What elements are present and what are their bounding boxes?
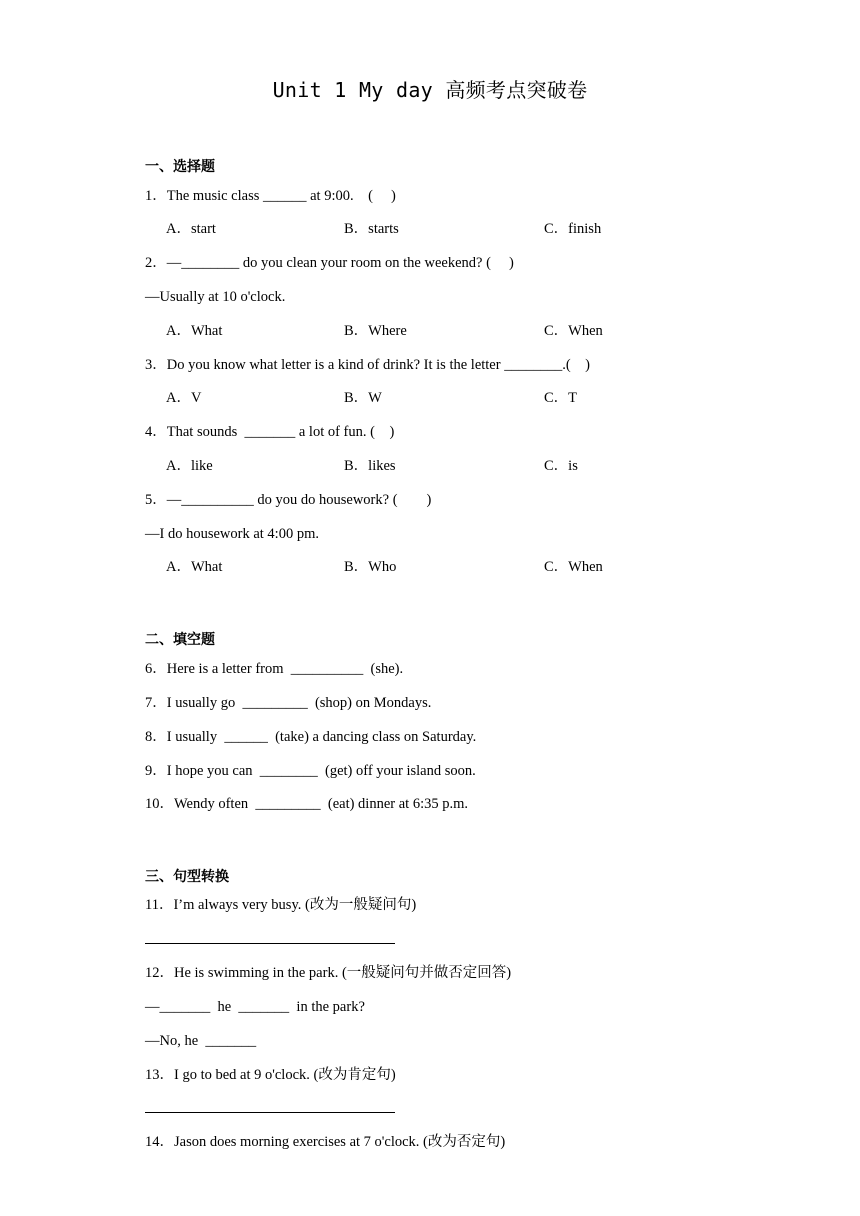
question-7: 7．I usually go _________ (shop) on Mondays. [145, 695, 432, 711]
q2-option-b: B．Where [344, 323, 407, 339]
section-heading-choice: 一、选择题 [145, 159, 215, 175]
answer-line-13[interactable] [145, 1112, 395, 1113]
q3-option-c: C．T [544, 390, 578, 406]
question-3: 3．Do you know what letter is a kind of drink? It is the letter ________.( ) [145, 357, 590, 373]
question-5: 5．—__________ do you do housework? ( ) [145, 492, 432, 508]
q2-option-c: C．When [544, 323, 603, 339]
question-13: 13．I go to bed at 9 o'clock. (改为肯定句) [145, 1067, 396, 1083]
q4-option-a: A．like [166, 458, 213, 474]
question-10: 10．Wendy often _________ (eat) dinner at 6:35 p.m. [145, 796, 469, 812]
question-4: 4．That sounds _______ a lot of fun. ( ) [145, 424, 395, 440]
question-12: 12．He is swimming in the park. (一般疑问句并做否定回答) [145, 965, 512, 981]
question-2: 2．—________ do you clean your room on the weekend? ( ) [145, 255, 514, 271]
q5-option-c: C．When [544, 559, 603, 575]
question-8: 8．I usually ______ (take) a dancing class on Saturday. [145, 729, 477, 745]
q3-option-a: A．V [166, 390, 202, 406]
question-12-line-1: —_______ he _______ in the park? [145, 999, 365, 1015]
section-heading-fill-in: 二、填空题 [145, 632, 215, 648]
q1-option-b: B．starts [344, 221, 399, 237]
question-14: 14．Jason does morning exercises at 7 o'clock. (改为否定句) [145, 1134, 506, 1150]
question-9: 9．I hope you can ________ (get) off your island soon. [145, 763, 476, 779]
q1-option-a: A．start [166, 221, 216, 237]
q5-option-a: A．What [166, 559, 223, 575]
answer-line-11[interactable] [145, 943, 395, 944]
q2-option-a: A．What [166, 323, 223, 339]
question-5-reply: —I do housework at 4:00 pm. [145, 526, 319, 542]
question-2-reply: —Usually at 10 o'clock. [145, 289, 286, 305]
q4-option-b: B．likes [344, 458, 396, 474]
question-11: 11．I’m always very busy. (改为一般疑问句) [145, 897, 417, 913]
page-title: Unit 1 My day 高频考点突破卷 [272, 78, 588, 102]
section-heading-transformation: 三、句型转换 [145, 869, 229, 885]
q4-option-c: C．is [544, 458, 578, 474]
question-12-line-2: —No, he _______ [145, 1033, 257, 1049]
question-6: 6．Here is a letter from __________ (she). [145, 661, 404, 677]
q3-option-b: B．W [344, 390, 382, 406]
q1-option-c: C．finish [544, 221, 602, 237]
q5-option-b: B．Who [344, 559, 397, 575]
question-1: 1．The music class ______ at 9:00. ( ) [145, 188, 396, 204]
